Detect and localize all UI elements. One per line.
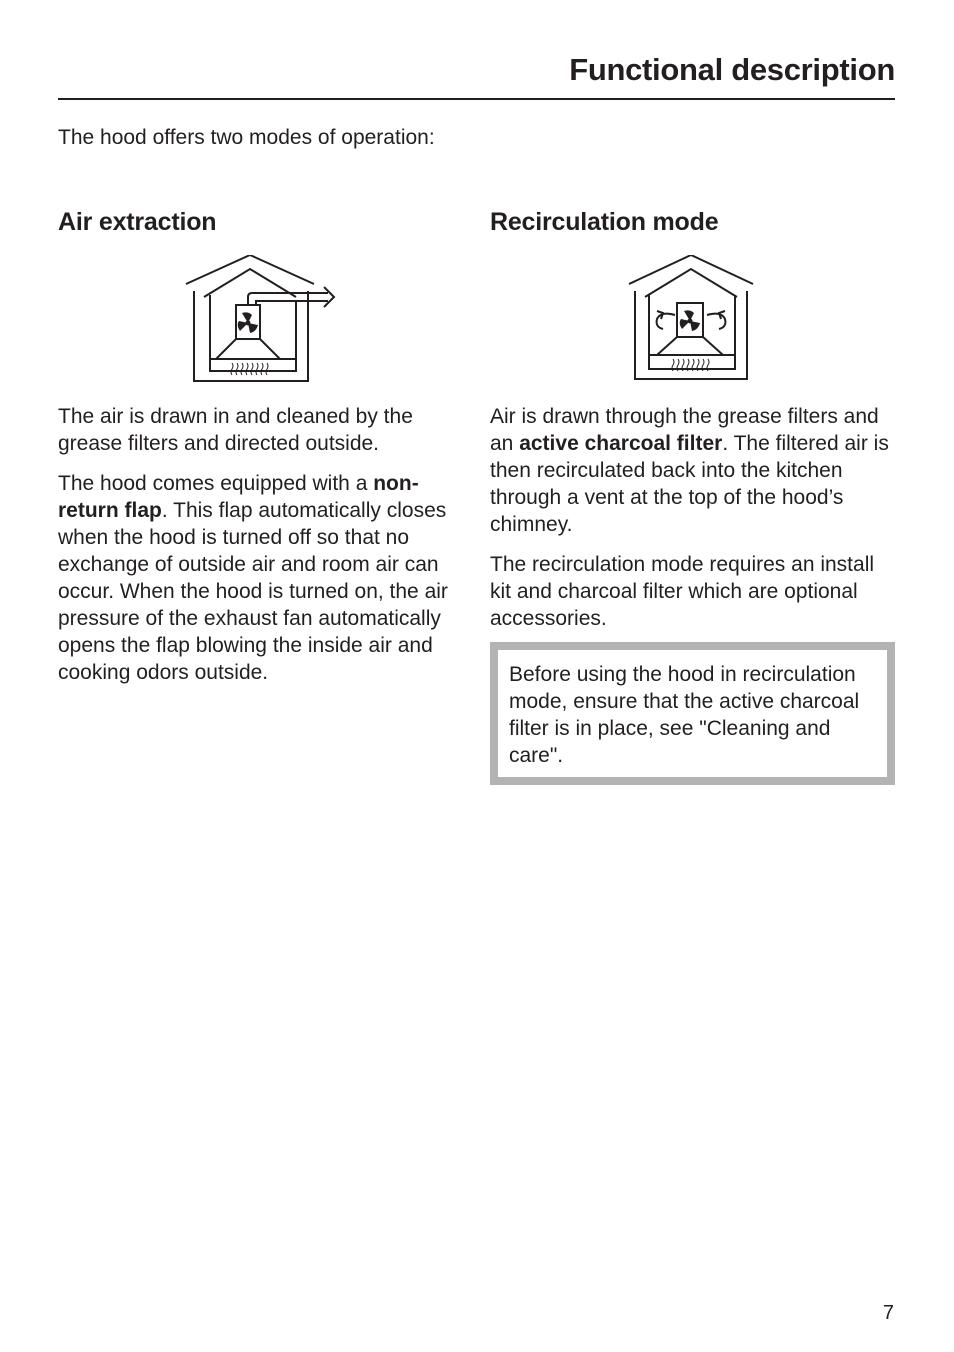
recirculation-section [490, 205, 895, 785]
house-hood-air-extraction-icon [184, 255, 344, 385]
title-divider [58, 98, 895, 100]
air-extraction-description: The air is drawn in and cleaned by the grease filters and directed outside. [58, 405, 413, 455]
recirculation-description: Air is drawn through the grease filters and an active charcoal filter. The filtered air is then recirculated back into the kitchen through a vent at the top of the hood’s chimney. [490, 405, 889, 536]
non-return-flap-description: The hood comes equipped with a non-return flap. This flap automatically closes when the hood is turned off so that no exchange of outside air and room air can occur. When the hood is turned on, the air pressure of the exhaust fan automatically opens the flap blowing the inside air and cooking odors outside. [58, 472, 448, 684]
house-hood-recirculation-icon [627, 255, 757, 385]
note-box [490, 642, 895, 785]
recirculation-requirements: The recirculation mode requires an install kit and charcoal filter which are optional accessories. [490, 553, 875, 630]
page-number: 7 [882, 1302, 894, 1324]
recirculation-heading: Recirculation mode [490, 208, 719, 236]
page-title: Functional description [569, 52, 895, 87]
air-extraction-heading: Air extraction [58, 208, 217, 236]
non-return-flap-term: non-return flap [58, 472, 419, 522]
note-text: Before using the hood in recirculation mode, ensure that the active charcoal filter is in place, see "Cleaning and care". [509, 663, 860, 767]
active-charcoal-filter-term: active charcoal filter [519, 432, 723, 455]
intro-text: The hood offers two modes of operation: [58, 126, 435, 149]
air-extraction-section [58, 205, 463, 686]
